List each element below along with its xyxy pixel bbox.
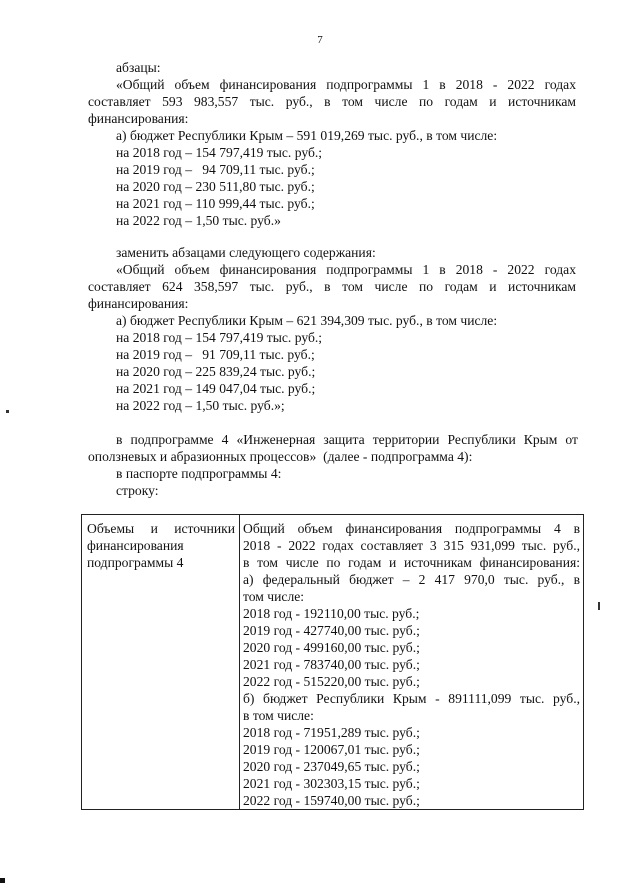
text-line: заменить абзацами следующего содержания: — [116, 245, 376, 260]
table-right-cell-line: 2021 год - 783740,00 тыс. руб.; — [243, 657, 420, 672]
table-right-cell-line: а) федеральный бюджет – 2 417 970,0 тыс. руб., в — [243, 572, 580, 587]
table-left-cell-line: подпрограммы 4 — [87, 555, 184, 570]
text-line: на 2018 год – 154 797,419 тыс. руб.; — [116, 145, 323, 160]
table-right-cell-line: в том числе по годам и источникам финансирования: — [243, 555, 580, 570]
table-right-cell-line: 2021 год - 302303,15 тыс. руб.; — [243, 776, 420, 791]
text-line: на 2021 год – 110 999,44 тыс. руб.; — [116, 196, 315, 211]
table-divider — [239, 515, 240, 809]
table-right-cell-line: 2018 - 2022 годах составляет 3 315 931,099 тыс. руб., — [243, 538, 580, 553]
text-line: «Общий объем финансирования подпрограммы 1 в 2018 - 2022 годах — [116, 77, 576, 92]
text-line: финансирования: — [88, 296, 189, 311]
passport-table — [81, 514, 584, 810]
text-line: на 2022 год – 1,50 тыс. руб.» — [116, 213, 281, 228]
text-line: на 2021 год – 149 047,04 тыс. руб.; — [116, 381, 316, 396]
table-right-cell-line: 2020 год - 499160,00 тыс. руб.; — [243, 640, 420, 655]
table-right-cell-line: в том числе: — [243, 708, 314, 723]
text-line: а) бюджет Республики Крым – 591 019,269 тыс. руб., в том числе: — [116, 128, 498, 143]
table-right-cell-line: б) бюджет Республики Крым - 891111,099 тыс. руб., — [243, 691, 580, 706]
text-line: на 2019 год – 94 709,11 тыс. руб.; — [116, 162, 315, 177]
text-line: в подпрограмме 4 «Инженерная защита территории Республики Крым от — [116, 432, 578, 447]
text-line: на 2022 год – 1,50 тыс. руб.»; — [116, 398, 285, 413]
table-right-cell-line: Общий объем финансирования подпрограммы 4 в — [243, 521, 580, 536]
page-number: 7 — [317, 34, 323, 46]
text-line: «Общий объем финансирования подпрограммы 1 в 2018 - 2022 годах — [116, 262, 576, 277]
scan-speck — [6, 410, 9, 413]
scan-speck — [598, 602, 600, 610]
text-line: на 2018 год – 154 797,419 тыс. руб.; — [116, 330, 323, 345]
table-right-cell-line: 2019 год - 427740,00 тыс. руб.; — [243, 623, 420, 638]
text-line: а) бюджет Республики Крым – 621 394,309 тыс. руб., в том числе: — [116, 313, 498, 328]
table-left-cell-line: финансирования — [87, 538, 184, 553]
table-right-cell-line: 2018 год - 71951,289 тыс. руб.; — [243, 725, 420, 740]
text-line: составляет 624 358,597 тыс. руб., в том числе по годам и источникам — [88, 279, 576, 294]
table-right-cell-line: 2019 год - 120067,01 тыс. руб.; — [243, 742, 420, 757]
table-right-cell-line: 2022 год - 159740,00 тыс. руб.; — [243, 793, 420, 808]
text-line: на 2020 год – 225 839,24 тыс. руб.; — [116, 364, 316, 379]
text-line: в паспорте подпрограммы 4: — [116, 466, 282, 481]
text-line: на 2019 год – 91 709,11 тыс. руб.; — [116, 347, 315, 362]
text-line: абзацы: — [116, 60, 161, 75]
text-line: финансирования: — [88, 111, 189, 126]
table-right-cell-line: 2022 год - 515220,00 тыс. руб.; — [243, 674, 420, 689]
text-line: оползневых и абразионных процессов» (далее - подпрограмма 4): — [88, 449, 473, 464]
text-line: строку: — [116, 483, 159, 498]
table-right-cell-line: 2018 год - 192110,00 тыс. руб.; — [243, 606, 420, 621]
table-left-cell-line: Объемы и источники — [87, 521, 235, 536]
text-line: составляет 593 983,557 тыс. руб., в том числе по годам и источникам — [88, 94, 576, 109]
table-right-cell-line: том числе: — [243, 589, 305, 604]
scan-speck — [0, 878, 5, 883]
table-right-cell-line: 2020 год - 237049,65 тыс. руб.; — [243, 759, 420, 774]
text-line: на 2020 год – 230 511,80 тыс. руб.; — [116, 179, 315, 194]
